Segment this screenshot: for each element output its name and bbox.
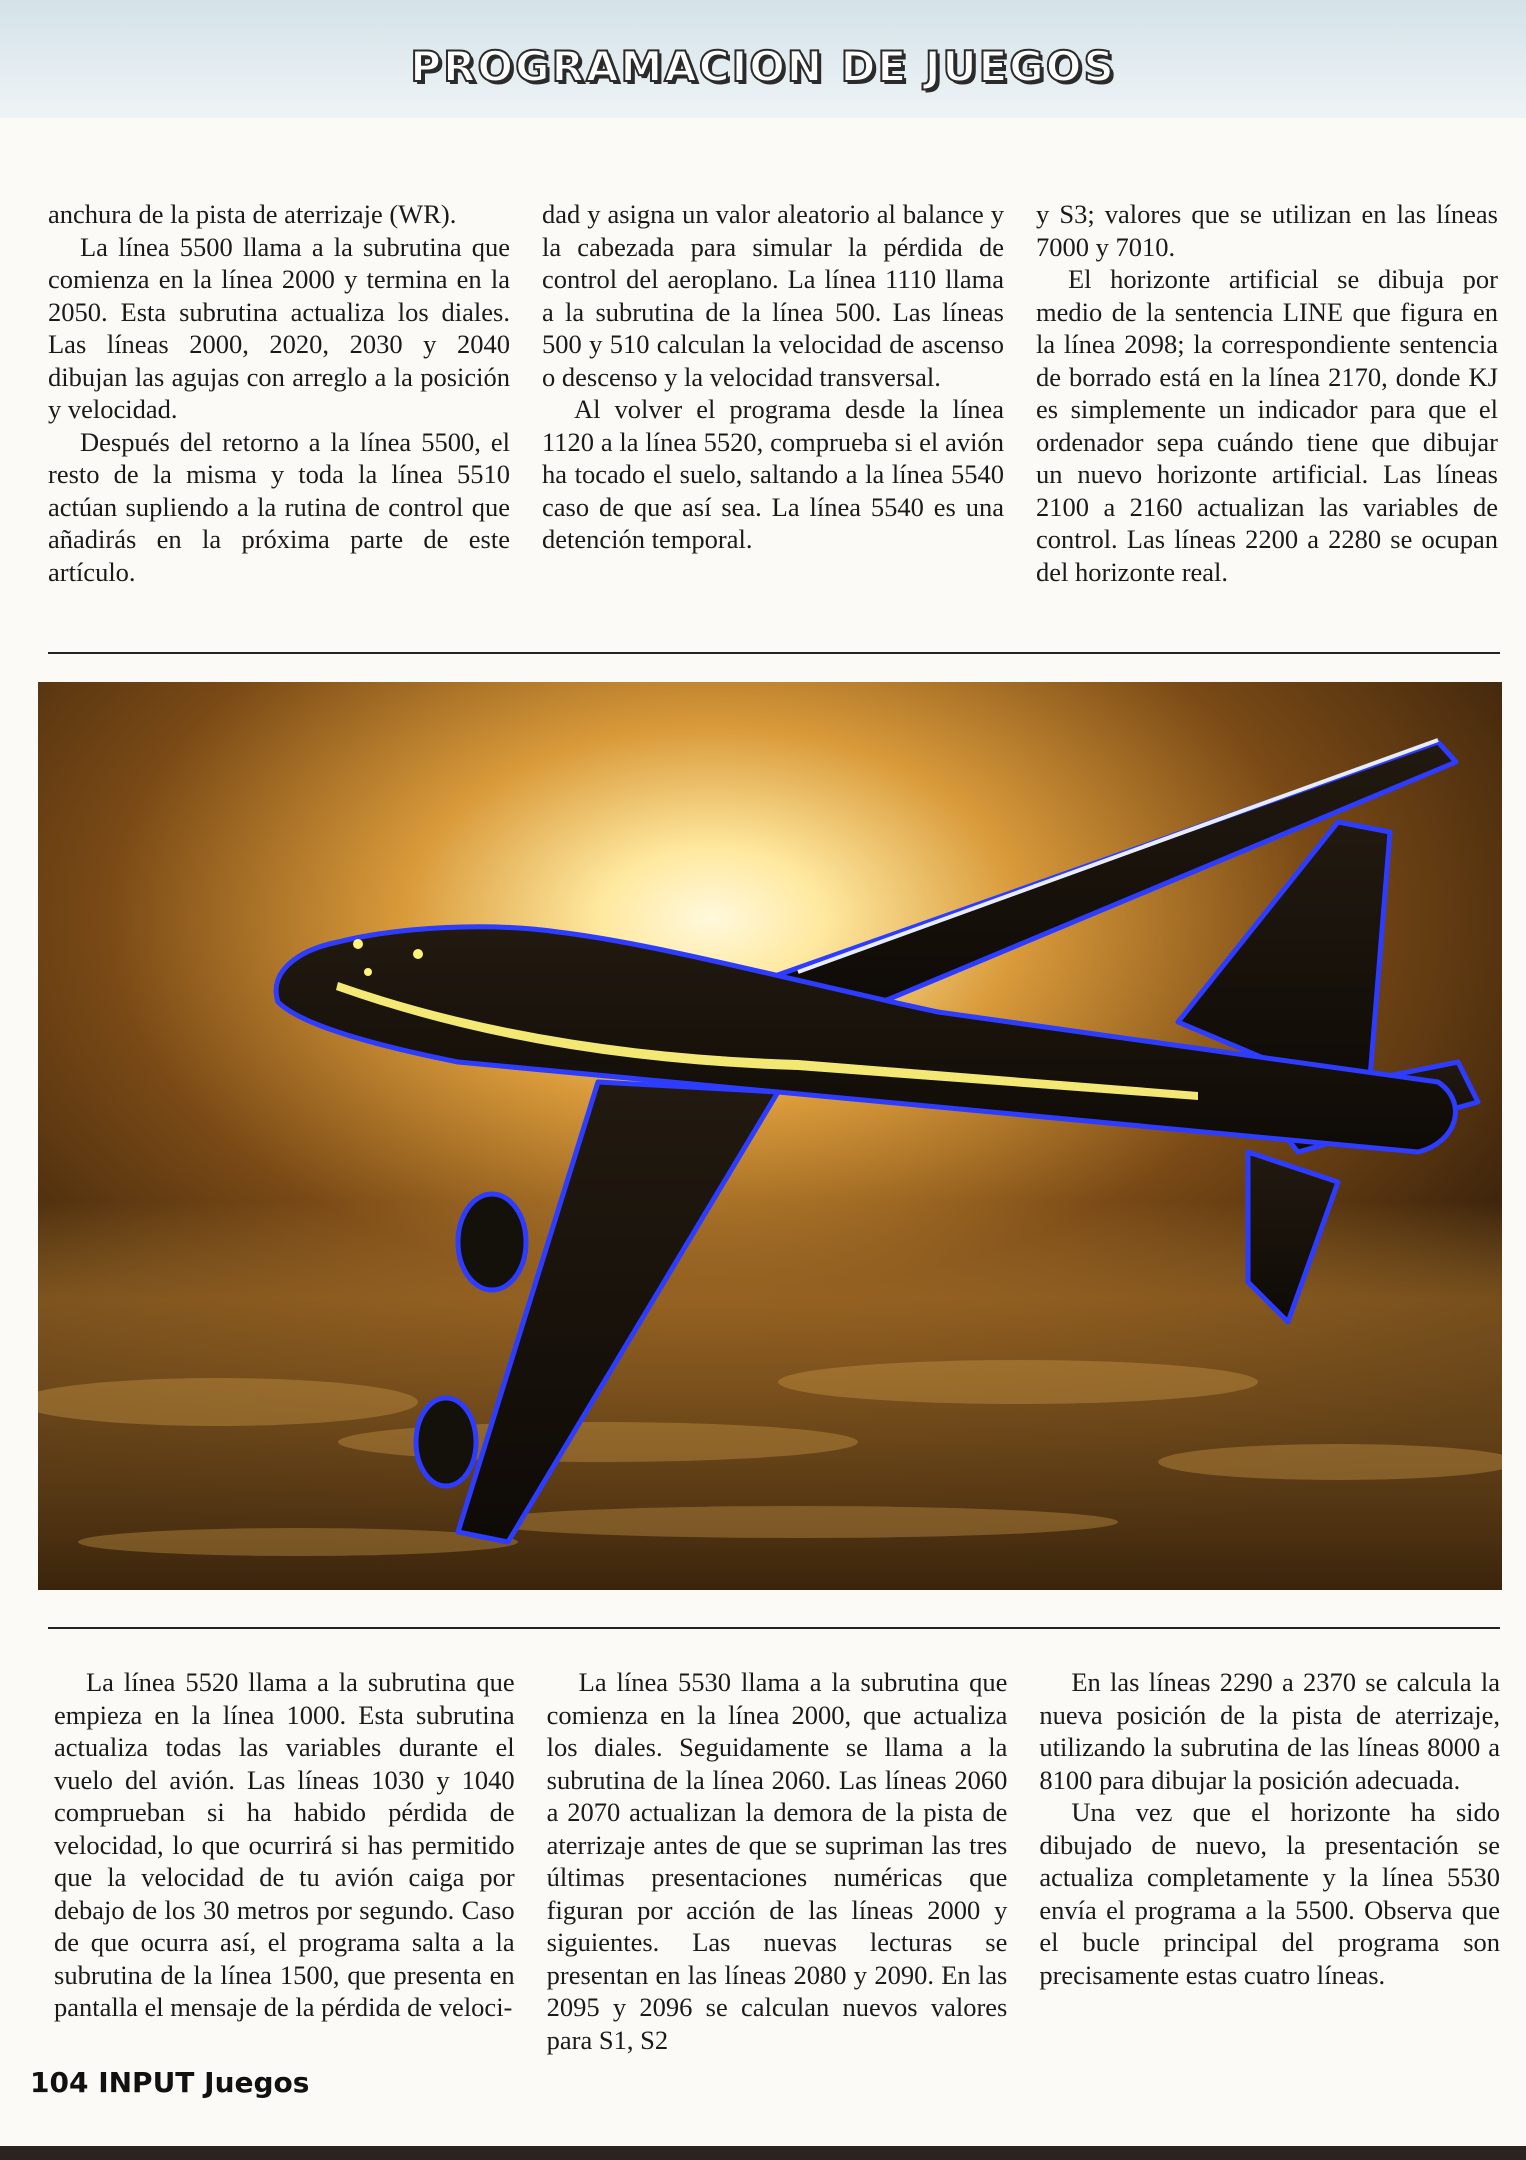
top-text-columns (48, 198, 1500, 638)
page-title: PROGRAMACION DE JUEGOS (410, 42, 1116, 91)
page-edge (0, 2146, 1526, 2160)
bottom-text-columns (54, 1666, 1500, 2066)
text-column-5 (547, 1666, 1008, 2066)
divider-rule (48, 652, 1500, 654)
engine (458, 1194, 526, 1290)
paragraph: Después del retorno a la línea 5500, el resto de la misma y toda la línea 5510 actúan supliendo a la rutina de control que añadirás en la próxima parte de este artículo. (48, 426, 510, 587)
paragraph: anchura de la pista de aterrizaje (WR). (48, 199, 457, 229)
airplane-illustration (38, 682, 1502, 1590)
paragraph: La línea 5500 llama a la subrutina que comienza en la línea 2000 y termina en la 2050. Esta subrutina actualiza los diales. Las líneas 2000, 2020, 2030 y 2040 dibujan las agujas con arreglo a la posición y velocidad. (48, 231, 510, 424)
paragraph: La línea 5530 llama a la subrutina que comienza en la línea 2000, que actualiza los diales. Seguidamente se llama a la subrutina de la línea 2060. Las líneas 2060 a 2070 actualizan la demora de la pista de aterrizaje antes de que se supriman las tres últimas presentaciones numéricas que figuran por acción de las líneas 2000 y siguientes. Las nuevas lecturas se presentan en las líneas 2080 y 2090. En las 2095 y 2096 se calculan nuevos valores para S1, S2 (546, 1667, 1008, 2055)
paragraph: La línea 5520 llama a la subrutina que empieza en la línea 1000. Esta subrutina actualiza todas las variables durante el vuelo del avión. Las líneas 1030 y 1040 comprueban si ha habido pérdida de velocidad, lo que ocurrirá si has permitido que la velocidad de tu avión caiga por debajo de los 30 metros por segundo. Caso de que ocurra así, el programa salta a la subrutina de la línea 1500, que presenta en pantalla el mensaje de la pérdida de veloci- (54, 1667, 515, 2022)
paragraph: Al volver el programa desde la línea 1120 a la línea 5520, comprueba si el avión ha tocado el suelo, saltando a la línea 5540 caso de que así sea. La línea 5540 es una detención temporal. (542, 394, 1004, 554)
page-footer: 104 INPUT Juegos (30, 2066, 310, 2099)
paragraph: El horizonte artificial se dibuja por medio de la sentencia LINE que figura en la línea 2098; la correspondiente sentencia de borrado está en la línea 2170, donde KJ es simplemente un indicador para que el ordenador sepa cuándo tiene que dibujar un nuevo horizonte artificial. Las líneas 2100 a 2160 actualizan las variables de control. Las líneas 2200 a 2280 se ocupan del horizonte real. (1036, 264, 1498, 587)
text-column-1 (48, 198, 510, 638)
airplane-photo (38, 682, 1502, 1590)
text-column-4 (54, 1666, 515, 2066)
engine (416, 1398, 476, 1486)
paragraph: En las líneas 2290 a 2370 se calcula la nueva posición de la pista de aterrizaje, utilizando la subrutina de las líneas 8000 a 8100 para dibujar la posición adecuada. (1039, 1667, 1501, 1795)
text-column-3 (1036, 198, 1498, 638)
paragraph: y S3; valores que se utilizan en las líneas 7000 y 7010. (1036, 199, 1498, 262)
paragraph: Una vez que el horizonte ha sido dibujado de nuevo, la presentación se actualiza completamente y la línea 5530 envía el programa a la 5500. Observa que el bucle principal del programa son precisamente estas cuatro líneas. (1039, 1797, 1501, 1990)
paragraph: dad y asigna un valor aleatorio al balance y la cabezada para simular la pérdida de control del aeroplano. La línea 1110 llama a la subrutina de la línea 500. Las líneas 500 y 510 calculan la velocidad de ascenso o descenso y la velocidad transversal. (542, 199, 1004, 392)
text-column-6 (1039, 1666, 1500, 2066)
text-column-2 (542, 198, 1004, 638)
divider-rule (48, 1627, 1500, 1629)
